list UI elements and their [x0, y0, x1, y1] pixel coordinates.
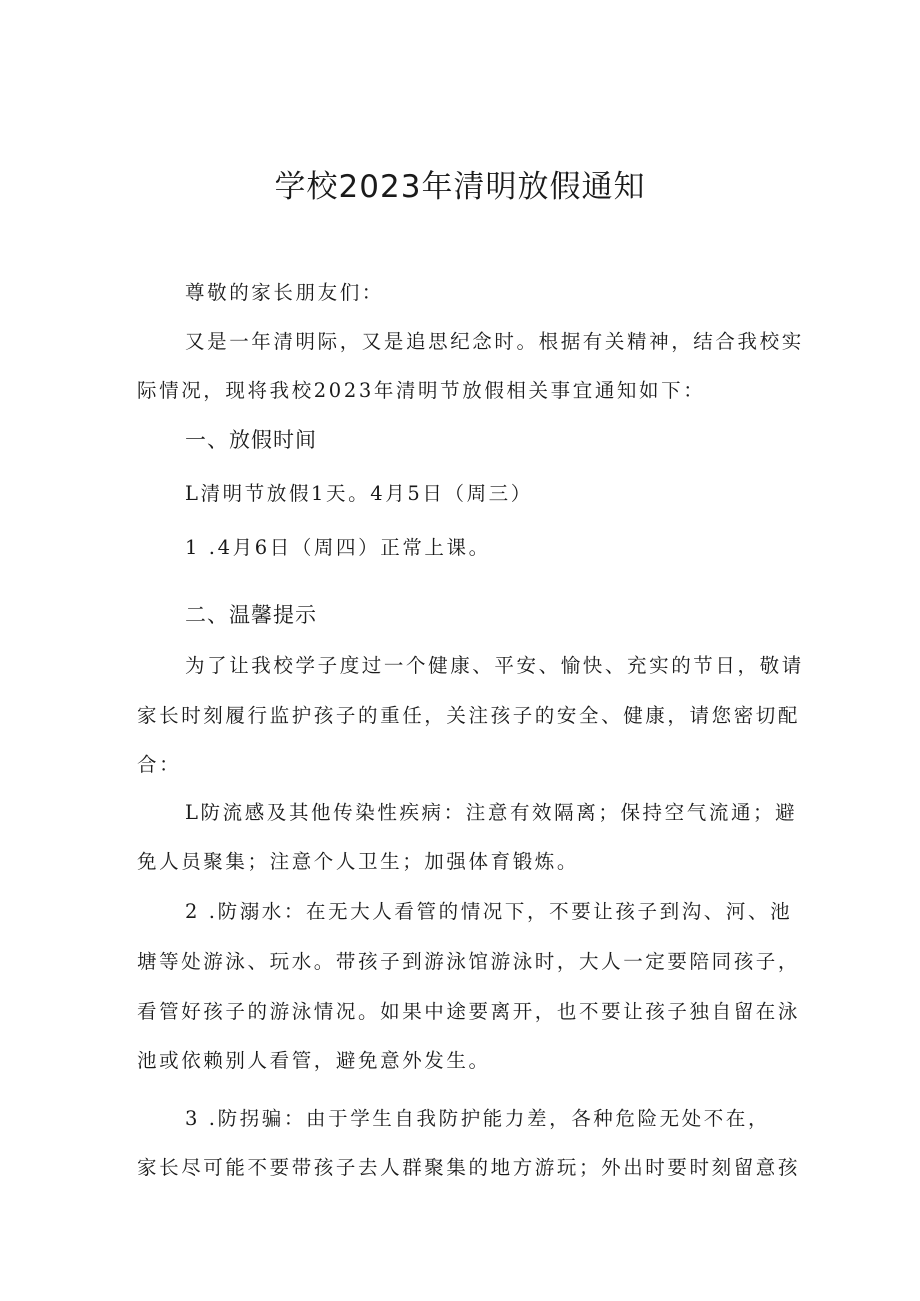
holiday-item-2: 1 .4月6日（周四）正常上课。 [185, 536, 491, 559]
intro-line-1: 又是一年清明际，又是追思纪念时。根据有关精神，结合我校实 [185, 330, 804, 353]
tips-intro-line-2: 家长时刻履行监护孩子的重任，关注孩子的安全、健康，请您密切配 [137, 704, 801, 727]
intro-line-2: 际情况，现将我校2023年清明节放假相关事宜通知如下： [137, 379, 706, 402]
tip-1-line-2: 免人员聚集；注意个人卫生；加强体育锻炼。 [137, 850, 580, 873]
tip-2-line-4: 池或依赖别人看管，避免意外发生。 [137, 1049, 491, 1072]
section-heading-holiday-time: 一、放假时间 [185, 428, 317, 452]
tip-2-line-3: 看管好孩子的游泳情况。如果中途要离开，也不要让孩子独自留在泳 [137, 1000, 801, 1023]
tip-3-line-2: 家长尽可能不要带孩子去人群聚集的地方游玩；外出时要时刻留意孩 [137, 1156, 801, 1179]
holiday-item-1: L清明节放假1天。4月5日（周三） [185, 482, 533, 505]
tip-1-line-1: L防流感及其他传染性疾病：注意有效隔离；保持空气流通；避 [185, 801, 798, 824]
tips-intro-line-1: 为了让我校学子度过一个健康、平安、愉快、充实的节日，敬请 [185, 654, 804, 677]
tip-3-line-1: 3 .防拐骗：由于学生自我防护能力差，各种危险无处不在， [185, 1107, 771, 1130]
tip-2-line-1: 2 .防溺水：在无大人看管的情况下，不要让孩子到沟、河、池 [185, 900, 793, 923]
salutation: 尊敬的家长朋友们： [185, 281, 384, 304]
tips-intro-line-3: 合： [137, 753, 182, 776]
section-heading-tips: 二、温馨提示 [185, 603, 317, 627]
page-title: 学校2023年清明放假通知 [274, 169, 646, 205]
tip-2-line-2: 塘等处游泳、玩水。带孩子到游泳馆游泳时，大人一定要陪同孩子， [137, 950, 801, 973]
